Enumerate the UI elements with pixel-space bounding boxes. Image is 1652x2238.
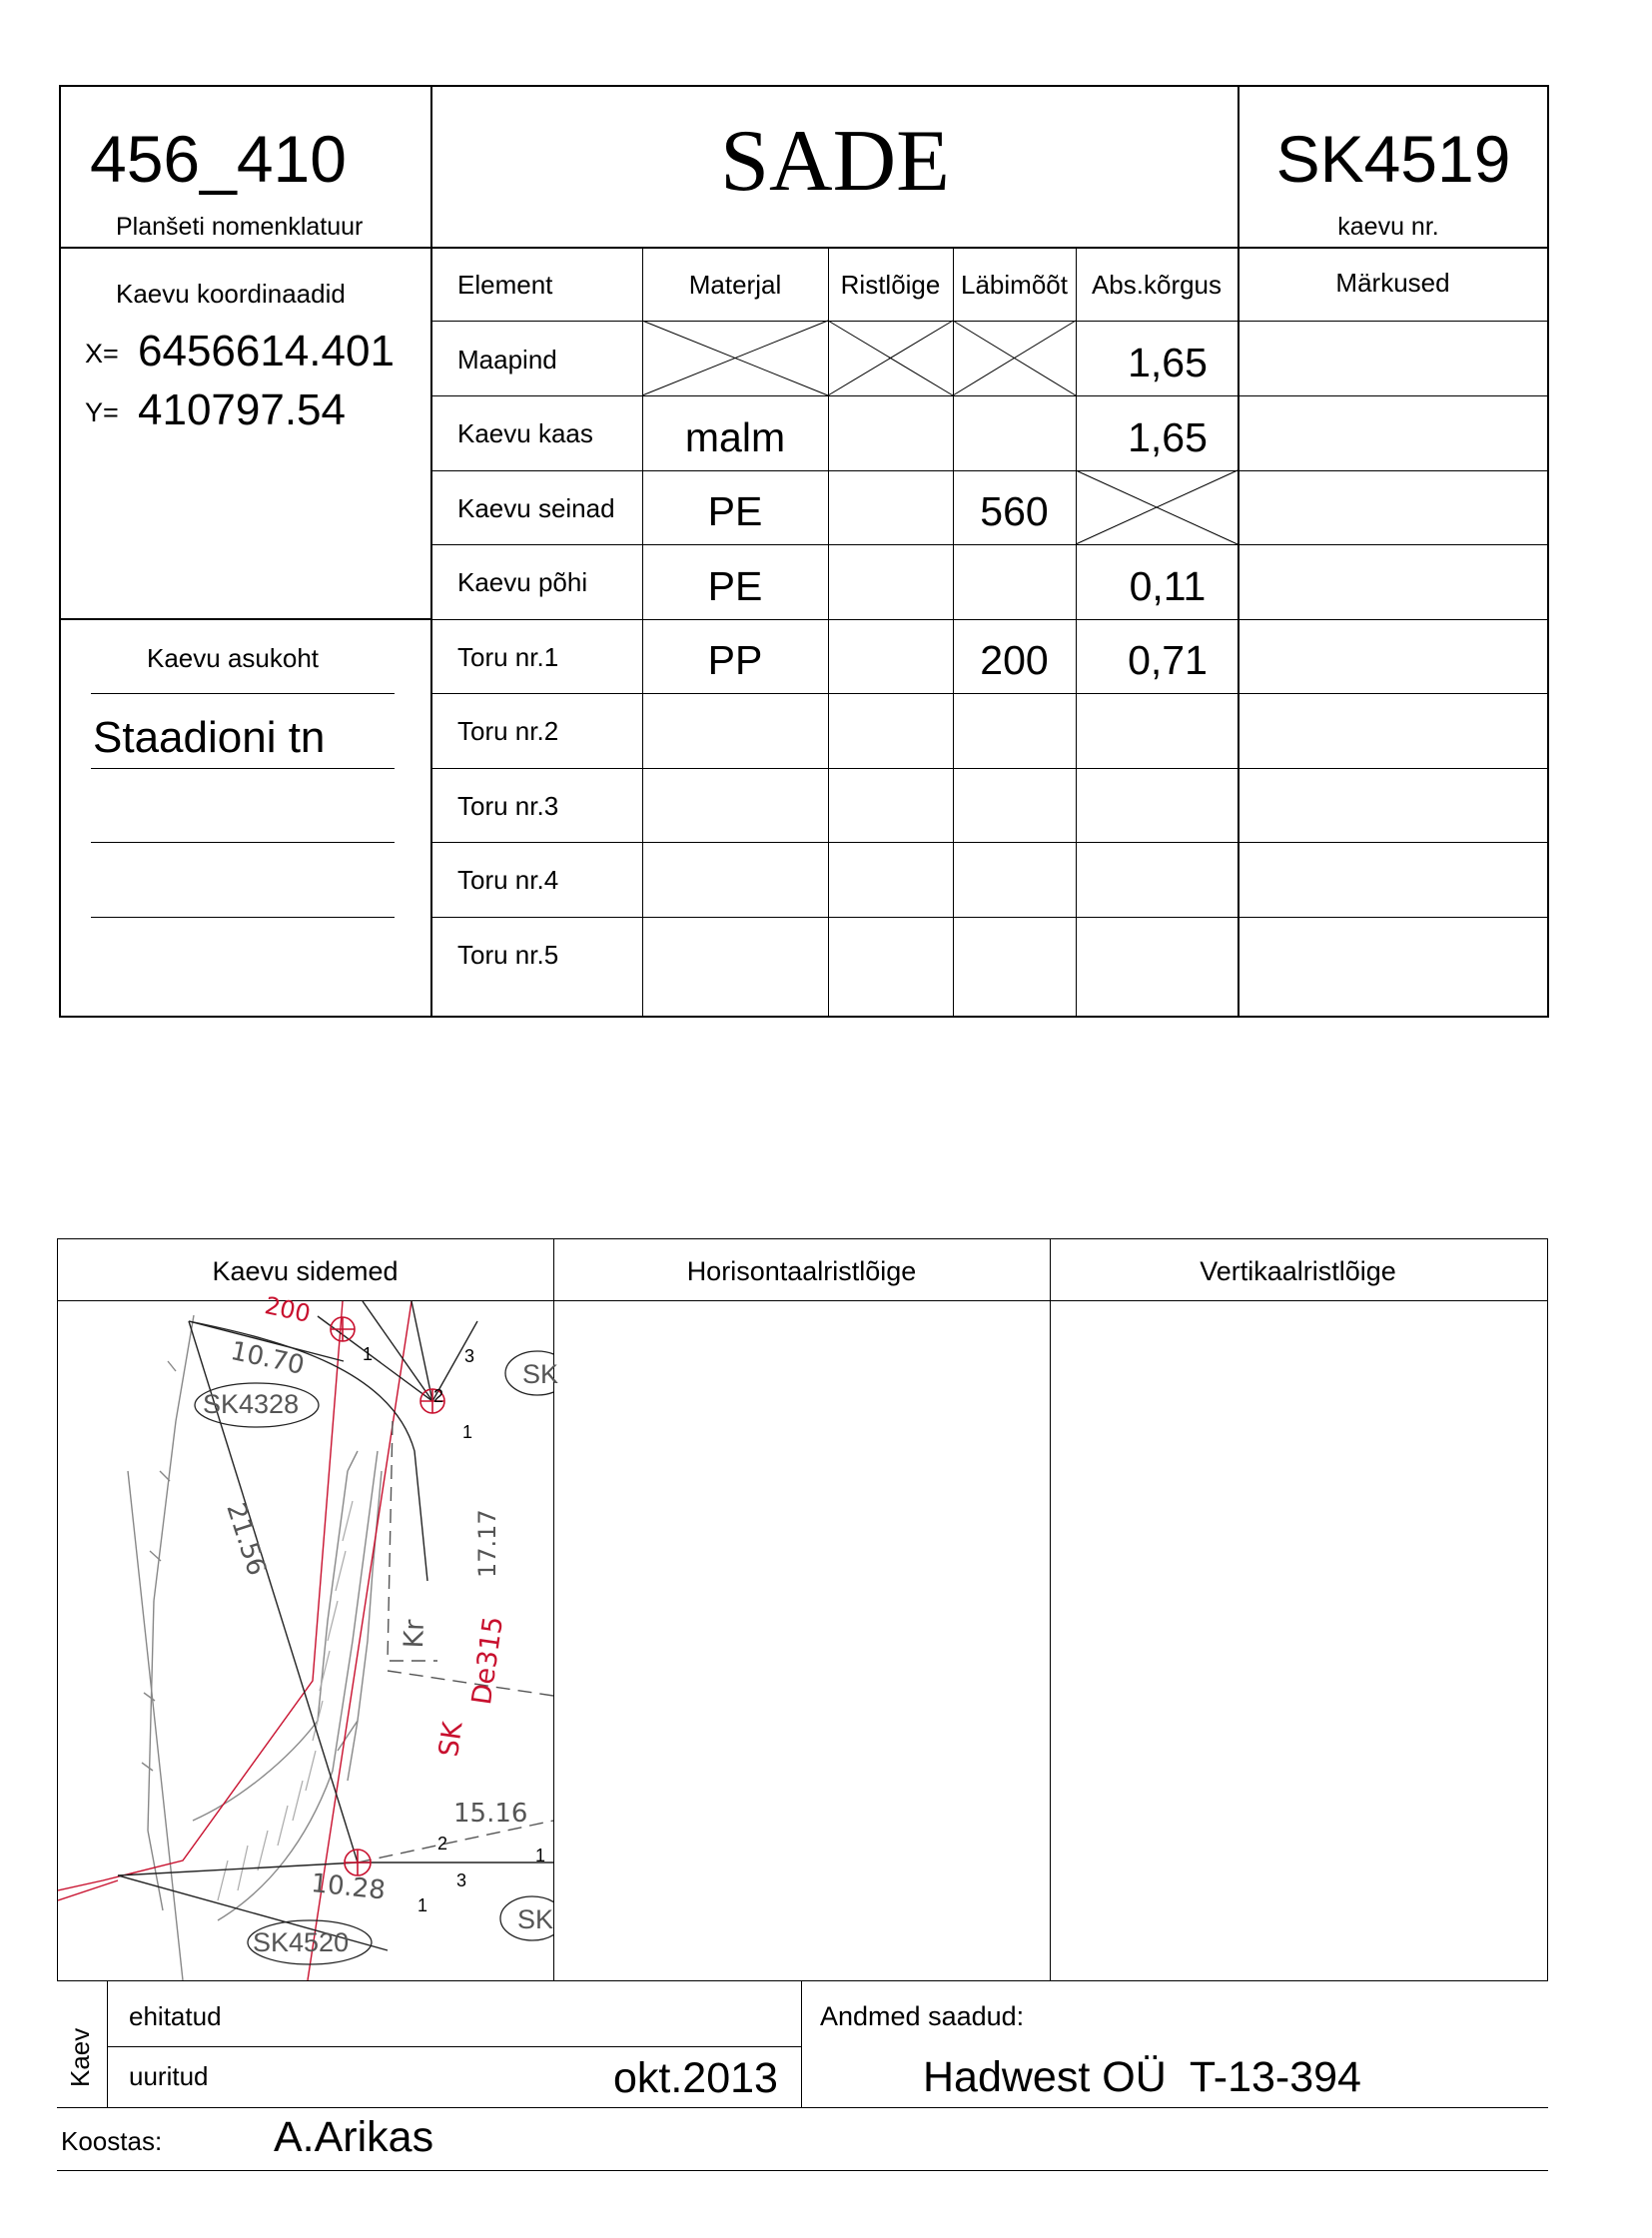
row-label: Maapind bbox=[457, 345, 557, 374]
x-value: 6456614.401 bbox=[138, 327, 395, 375]
author-value: A.Arikas bbox=[274, 2113, 434, 2161]
cell-diameter: 200 bbox=[980, 637, 1049, 683]
cell-elevation: 1,65 bbox=[1128, 414, 1208, 460]
map-label-well: SK4328 bbox=[203, 1389, 300, 1419]
map-number: 3 bbox=[456, 1870, 467, 1890]
map-dimension: 10.70 bbox=[228, 1336, 308, 1381]
map-label-well: SK4520 bbox=[253, 1927, 350, 1957]
map-label-well-partial: SK bbox=[522, 1359, 559, 1389]
col-header-element: Element bbox=[457, 270, 553, 300]
map-number: 3 bbox=[464, 1346, 475, 1366]
surveyed-label: uuritud bbox=[129, 2061, 209, 2091]
cell-material: malm bbox=[684, 414, 786, 460]
x-label: X= bbox=[85, 339, 119, 369]
map-number: 1 bbox=[417, 1895, 428, 1915]
section-header-connections: Kaevu sidemed bbox=[212, 1256, 399, 1286]
y-value: 410797.54 bbox=[138, 385, 346, 434]
row-label: Kaevu seinad bbox=[457, 493, 615, 523]
cell-material: PP bbox=[707, 637, 763, 683]
cell-elevation: 0,71 bbox=[1128, 637, 1208, 683]
data-source-value: Hadwest OÜ T-13-394 bbox=[923, 2053, 1361, 2101]
section-header-vertical: Vertikaalristlõige bbox=[1200, 1256, 1396, 1286]
cell-diameter: 560 bbox=[980, 488, 1049, 534]
sheet-label: Planšeti nomenklatuur bbox=[116, 213, 364, 241]
map-number: 1 bbox=[535, 1846, 546, 1865]
author-label: Koostas: bbox=[61, 2126, 163, 2156]
location-label: Kaevu asukoht bbox=[147, 643, 320, 673]
map-label: Kr bbox=[399, 1619, 430, 1650]
well-label: kaevu nr. bbox=[1337, 213, 1439, 241]
cell-material: PE bbox=[707, 488, 763, 534]
coordinates-label: Kaevu koordinaadid bbox=[116, 279, 346, 309]
well-id: SK4519 bbox=[1275, 122, 1511, 196]
row-label: Toru nr.4 bbox=[457, 865, 559, 895]
survey-date: okt.2013 bbox=[613, 2054, 778, 2102]
row-label: Kaevu kaas bbox=[457, 418, 593, 448]
built-label: ehitatud bbox=[129, 2001, 222, 2031]
map-label-well-partial: SK bbox=[517, 1904, 554, 1934]
row-label: Kaevu põhi bbox=[457, 567, 588, 597]
location-value: Staadioni tn bbox=[93, 713, 326, 762]
map-dimension: 10.28 bbox=[310, 1868, 388, 1906]
col-header-material: Materjal bbox=[688, 270, 782, 300]
map-number: 1 bbox=[462, 1422, 473, 1442]
map-number: 1 bbox=[363, 1344, 374, 1364]
col-header-diameter: Läbimõõt bbox=[961, 270, 1068, 300]
cell-material: PE bbox=[707, 563, 763, 609]
col-header-cross-section: Ristlõige bbox=[840, 270, 941, 300]
map-dimension: 21.56 bbox=[220, 1499, 272, 1580]
kaev-label: Kaev bbox=[65, 2027, 95, 2087]
row-label: Toru nr.1 bbox=[457, 642, 559, 672]
map-dimension: 17.17 bbox=[473, 1509, 501, 1578]
map-number: 2 bbox=[437, 1834, 448, 1854]
row-label: Toru nr.5 bbox=[457, 940, 559, 970]
cell-elevation: 1,65 bbox=[1128, 340, 1208, 385]
page-title: SADE bbox=[720, 113, 950, 210]
sheet-number: 456_410 bbox=[90, 122, 347, 196]
map-number: 2 bbox=[433, 1386, 444, 1406]
section-header-horizontal: Horisontaalristlõige bbox=[686, 1256, 917, 1286]
y-label: Y= bbox=[85, 397, 119, 427]
col-header-remarks: Märkused bbox=[1335, 268, 1450, 298]
row-label: Toru nr.3 bbox=[457, 791, 559, 821]
map-label: 200 bbox=[262, 1291, 314, 1328]
map-pipe-label: SK bbox=[433, 1720, 469, 1760]
cell-elevation: 0,11 bbox=[1129, 563, 1207, 609]
map-dimension: 15.16 bbox=[453, 1799, 528, 1829]
data-source-label: Andmed saadud: bbox=[820, 2001, 1025, 2031]
col-header-elevation: Abs.kõrgus bbox=[1091, 270, 1223, 300]
map-pipe-label: De315 bbox=[466, 1614, 510, 1708]
row-label: Toru nr.2 bbox=[457, 716, 559, 746]
